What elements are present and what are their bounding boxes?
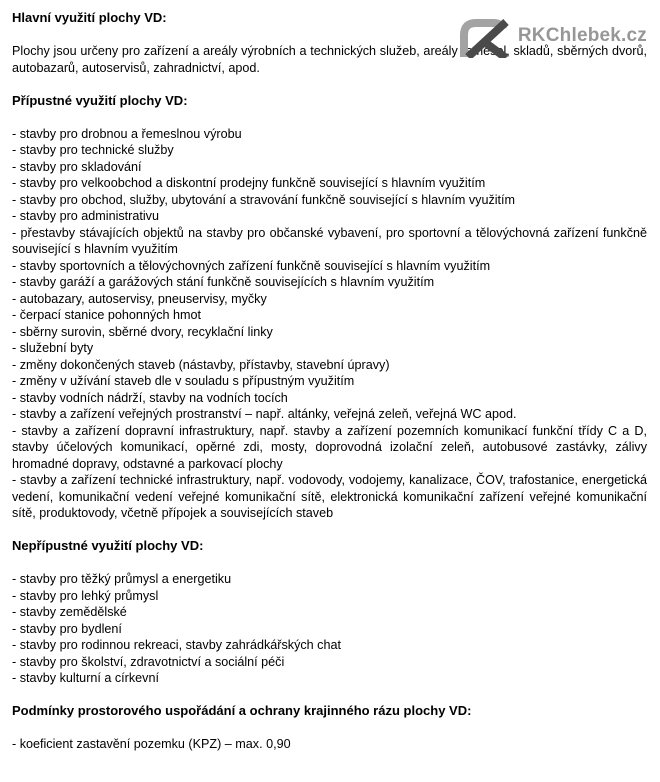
document-section: [12, 10, 647, 76]
document-section: [12, 703, 647, 753]
document-section: [12, 93, 647, 522]
list-item: - změny dokončených staveb (nástavby, přístavby, stavební úpravy): [12, 357, 390, 372]
list-item: - stavby pro obchod, služby, ubytování a stravování funkčně související s hlavním využitím: [12, 192, 516, 207]
section-item-list: [12, 126, 647, 522]
list-item: - služební byty: [12, 341, 94, 355]
paragraph: Plochy jsou určeny pro zařízení a areály výrobních a technických služeb, areály řemesel, skladů, sběrných dvorů, autobazarů, autoservisů, zahradnictví, apod.: [12, 44, 647, 75]
list-item: - stavby pro lehký průmysl: [12, 588, 159, 603]
list-item: - stavby pro technické služby: [12, 143, 174, 157]
list-item: - koeficient zastavění pozemku (KPZ) – max. 0,90: [12, 737, 291, 751]
list-item: - stavby sportovních a tělovýchovných zařízení funkčně související s hlavním využitím: [12, 258, 491, 273]
list-item: - sběrny surovin, sběrné dvory, recyklační linky: [12, 324, 273, 339]
list-item: - stavby kulturní a církevní: [12, 671, 159, 685]
list-item: - stavby zemědělské: [12, 605, 127, 619]
list-item: - změny v užívání staveb dle v souladu s přípustným využitím: [12, 374, 355, 388]
document-section: [12, 538, 647, 687]
watermark-text: RKChlebek.cz: [517, 25, 647, 46]
list-item: - stavby garáží a garážových stání funkčně souvisejících s hlavním využitím: [12, 275, 435, 289]
section-heading: Přípustné využití plochy VD:: [12, 92, 188, 108]
list-item: - stavby pro administrativu: [12, 209, 159, 223]
list-item: - stavby pro rodinnou rekreaci, stavby zahrádkářských chat: [12, 638, 341, 652]
section-paragraphs: [12, 43, 647, 76]
list-item: - stavby a zařízení veřejných prostranství – např. altánky, veřejná zeleň, veřejná WC apod.: [12, 407, 517, 421]
list-item: - čerpací stanice pohonných hmot: [12, 308, 202, 322]
list-item: - stavby pro skladování: [12, 159, 142, 174]
list-item: - přestavby stávajících objektů na stavby pro občanské vybavení, pro sportovní a tělovýchovná zařízení funkčně související s hlavním využitím: [12, 225, 647, 256]
list-item: - stavby pro těžký průmysl a energetiku: [12, 572, 232, 586]
list-item: - stavby a zařízení technické infrastruktury, např. vodovody, vodojemy, kanalizace, ČOV, trafostanice, energetická vedení, komunikační vedení veřejné komunikační sítě, elektronická komunikační zařízení veřejné komunikační sítě, produktovody, včetně přípojek a souvisejících staveb: [12, 473, 647, 520]
list-item: - stavby pro školství, zdravotnictví a sociální péči: [12, 654, 285, 669]
list-item: - stavby pro velkoobchod a diskontní prodejny funkčně související s hlavním využitím: [12, 176, 486, 190]
list-item: - autobazary, autoservisy, pneuservisy, myčky: [12, 291, 267, 306]
list-item: - stavby pro drobnou a řemeslnou výrobu: [12, 126, 242, 141]
section-heading: Nepřípustné využití plochy VD:: [12, 538, 204, 553]
section-item-list: [12, 571, 647, 687]
list-item: - stavby vodních nádrží, stavby na vodních tocích: [12, 390, 288, 405]
list-item: - stavby a zařízení dopravní infrastruktury, např. stavby a zařízení pozemních komunikací funkční třídy C a D, stavby účelových komunikací, opěrné zdi, mosty, doprovodná izolační zeleň, autobusové zastávky, zálivy hromadné dopravy, odstavné a parkovací plochy: [12, 423, 647, 471]
section-heading: Podmínky prostorového uspořádání a ochrany krajinného rázu plochy VD:: [12, 703, 472, 718]
section-item-list: [12, 736, 647, 753]
section-heading: Hlavní využití plochy VD:: [12, 10, 167, 25]
list-item: - stavby pro bydlení: [12, 621, 122, 636]
document-body: [12, 10, 647, 753]
